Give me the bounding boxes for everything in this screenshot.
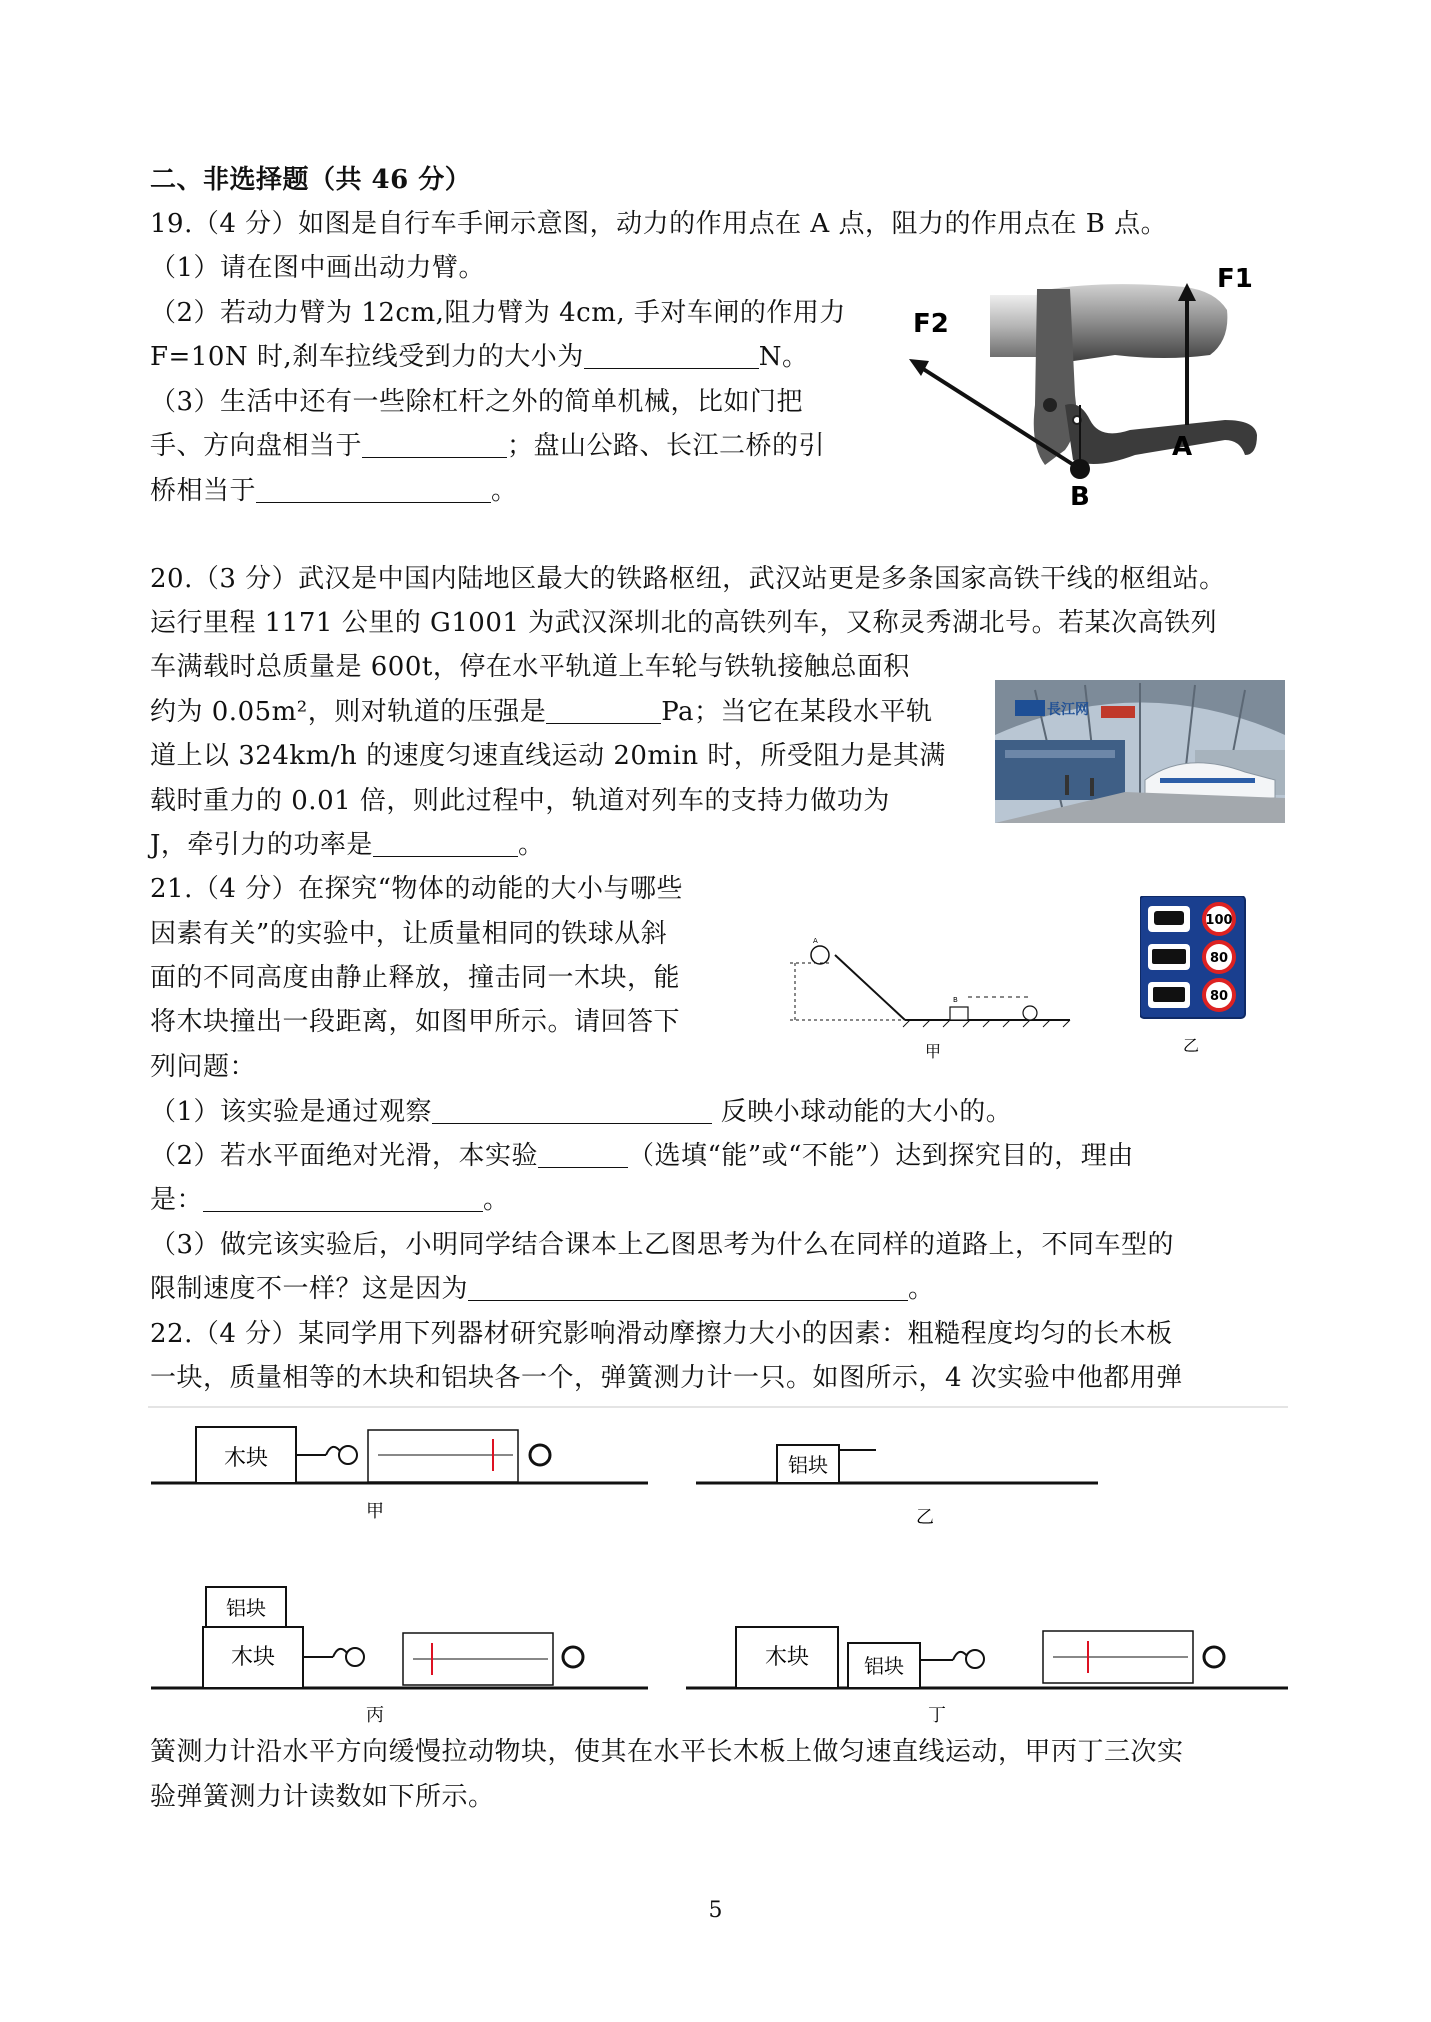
- ramp-figure: [785, 935, 1075, 1065]
- q21-line10: [150, 1267, 935, 1311]
- q21-line8-end: 。: [483, 1185, 510, 1215]
- bike-brake-figure: [895, 255, 1285, 513]
- q21-line3: 面的不同高度由静止释放，撞击同一木块，能: [150, 963, 681, 993]
- wood-block: [950, 1007, 968, 1020]
- q19-line6-text: 手、方向盘相当于: [150, 431, 363, 461]
- q21-blank-observe[interactable]: [432, 1093, 712, 1124]
- q21-line7-text2: （选填“能”或“不能”）达到探究目的，理由: [628, 1141, 1134, 1171]
- q20-line4: [150, 690, 933, 734]
- q19-blank-force[interactable]: [584, 338, 759, 369]
- q21-line7-text: （2）若水平面绝对光滑，本实验: [150, 1141, 539, 1171]
- q21-line6-text: （1）该实验是通过观察: [150, 1097, 433, 1127]
- q19-line5: （3）生活中还有一些除杠杆之外的简单机械，比如门把: [150, 387, 804, 417]
- q19-line1: 19.（4 分）如图是自行车手闸示意图，动力的作用点在 A 点，阻力的作用点在 B 点。: [150, 209, 1168, 239]
- q21-line6: [150, 1090, 1012, 1134]
- label-yi: 乙: [916, 1507, 934, 1528]
- q21-line9: （3）做完该实验后，小明同学结合课本上乙图思考为什么在同样的道路上，不同车型的: [150, 1230, 1175, 1260]
- friction-experiment-figure: [148, 1405, 1288, 1730]
- q19-line7: [150, 469, 518, 513]
- q20-line7: [150, 823, 544, 867]
- page-number: 5: [708, 1898, 723, 1923]
- q20-line5: 道上以 324km/h 的速度匀速直线运动 20min 时，所受阻力是其满: [150, 741, 946, 771]
- bus-icon: [1152, 949, 1186, 964]
- brake-lever: [1065, 404, 1257, 464]
- q21-line8: [150, 1178, 510, 1222]
- ball: [811, 946, 829, 964]
- q22-line2: 一块，质量相等的木块和铝块各一个，弹簧测力计一只。如图所示，4 次实验中他都用弹: [150, 1363, 1183, 1393]
- q20-line6: 载时重力的 0.01 倍，则此过程中，轨道对列车的支持力做功为: [150, 786, 890, 816]
- q22-line1: 22.（4 分）某同学用下列器材研究影响滑动摩擦力大小的因素：粗糙程度均匀的长木板: [150, 1319, 1173, 1349]
- q20-line2: 运行里程 1171 公里的 G1001 为武汉深圳北的高铁列车，又称灵秀湖北号。若某次高铁列: [150, 608, 1218, 638]
- q21-line4: 将木块撞出一段距离，如图甲所示。请回答下: [150, 1007, 681, 1037]
- q20-line4-text: 约为 0.05m²，则对轨道的压强是: [150, 697, 547, 727]
- q19-line7-text: 桥相当于: [150, 476, 257, 506]
- q21-blank-can[interactable]: [538, 1137, 628, 1168]
- ding-alu-label: 铝块: [864, 1654, 904, 1678]
- q19-line2: （1）请在图中画出动力臂。: [150, 253, 486, 283]
- label-b: B: [1070, 482, 1090, 512]
- q21-line1: 21.（4 分）在探究“物体的动能的大小与哪些: [150, 874, 683, 904]
- q21-line2: 因素有关”的实验中，让质量相同的铁球从斜: [150, 919, 668, 949]
- car-icon: [1154, 911, 1184, 925]
- q20-blank-power[interactable]: [373, 826, 518, 857]
- q20-blank-pressure[interactable]: [546, 693, 661, 724]
- q19-line6: [150, 424, 825, 468]
- q19-line6-text2: ；盘山公路、长江二桥的引: [507, 431, 826, 461]
- section-title: 二、非选择题（共 46 分）: [150, 165, 472, 195]
- brake-body: [1034, 289, 1077, 465]
- speed-limit-bus: 80: [1209, 951, 1229, 966]
- q19-line4: [150, 335, 808, 379]
- q22-line3: 簧测力计沿水平方向缓慢拉动物块，使其在水平长木板上做匀速直线运动，甲丙丁三次实: [150, 1737, 1184, 1767]
- label-ding: 丁: [928, 1705, 946, 1726]
- bing-wood-label: 木块: [230, 1645, 276, 1670]
- label-f1: F1: [1217, 264, 1253, 294]
- photo-caption: 長江网: [1047, 702, 1089, 718]
- jia-spring-scale: [368, 1430, 518, 1482]
- q20-line4-text2: Pa；当它在某段水平轨: [661, 697, 933, 727]
- label-a: A: [1172, 432, 1193, 462]
- q19-blank-ramp[interactable]: [256, 472, 491, 503]
- jia-wood-label: 木块: [223, 1446, 269, 1471]
- speed-limit-truck: 80: [1209, 989, 1229, 1004]
- q21-line7: [150, 1134, 1134, 1178]
- q20-line1: 20.（3 分）武汉是中国内陆地区最大的铁路枢纽，武汉站更是多条国家高铁干线的枢组站。: [150, 564, 1226, 594]
- q21-blank-reason[interactable]: [203, 1181, 483, 1212]
- q19-line4-text: F=10N 时,刹车拉线受到力的大小为: [150, 342, 584, 372]
- speed-limit-sign: [1140, 896, 1250, 1056]
- q21-blank-because[interactable]: [468, 1270, 908, 1301]
- q21-line10-text: 限制速度不一样？这是因为: [150, 1274, 469, 1304]
- q21-line10-end: 。: [908, 1274, 935, 1304]
- label-f2: F2: [913, 309, 949, 339]
- q19-line3: （2）若动力臂为 12cm,阻力臂为 4cm, 手对车闸的作用力: [150, 298, 846, 328]
- q21-line8-text: 是：: [150, 1185, 204, 1215]
- q22-line4: 验弹簧测力计读数如下所示。: [150, 1782, 495, 1812]
- q21-line6-text2: 反映小球动能的大小的。: [712, 1097, 1013, 1127]
- fig-jia-label: 甲: [925, 1042, 942, 1061]
- label-bing: 丙: [366, 1705, 384, 1726]
- truck-icon: [1153, 987, 1185, 1002]
- ramp-label-a: A: [813, 937, 818, 945]
- q19-blank-handle[interactable]: [362, 427, 507, 458]
- bing-alu-label: 铝块: [226, 1596, 266, 1620]
- speed-limit-car: 100: [1205, 913, 1233, 928]
- ding-wood-label: 木块: [764, 1645, 810, 1670]
- label-jia: 甲: [366, 1501, 384, 1522]
- yi-alu-label: 铝块: [788, 1453, 828, 1477]
- train-station-photo: [995, 680, 1285, 823]
- q21-line5: 列问题：: [150, 1052, 257, 1082]
- q20-line3: 车满载时总质量是 600t，停在水平轨道上车轮与铁轨接触总面积: [150, 652, 910, 682]
- q19-line4-unit: N。: [758, 342, 809, 372]
- q20-line7-text: J，牵引力的功率是: [150, 830, 373, 860]
- ramp-label-b: B: [953, 996, 958, 1004]
- q19-line7-end: 。: [491, 476, 518, 506]
- q20-line7-end: 。: [517, 830, 545, 860]
- fig-yi-label: 乙: [1183, 1036, 1200, 1055]
